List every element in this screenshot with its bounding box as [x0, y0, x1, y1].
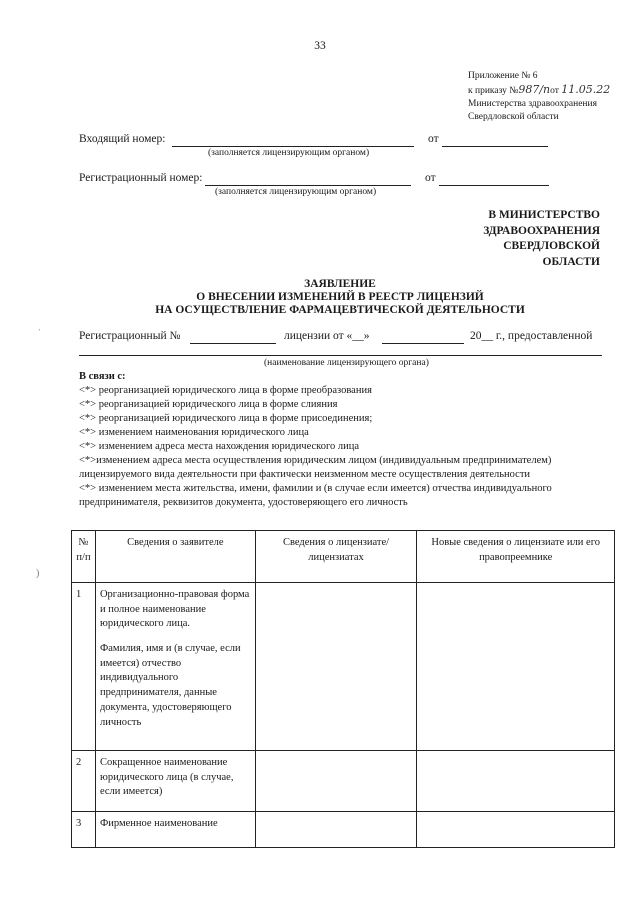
row-label: Фирменное наименование	[95, 812, 255, 848]
registration-note: (заполняется лицензирующим органом)	[215, 187, 377, 197]
scan-mark: ˈ	[38, 328, 42, 339]
registration-from-label: от	[425, 172, 436, 184]
appendix-order-prefix: к приказу №	[468, 86, 519, 96]
title-line: НА ОСУЩЕСТВЛЕНИЕ ФАРМАЦЕВТИЧЕСКОЙ ДЕЯТЕЛЬНОСТИ	[155, 304, 525, 316]
incoming-from-label: от	[428, 133, 439, 145]
addressee-line: ЗДРАВООХРАНЕНИЯ	[483, 224, 600, 237]
header-new-info: Новые сведения о лицензиате или его правопреемнике	[417, 531, 615, 583]
appendix-line4: Свердловской области	[468, 112, 559, 122]
row-label: Сокращенное наименование юридического лица (в случае, если имеется)	[95, 751, 255, 812]
reason-item: <*>изменением адреса места осуществления юридическим лицом (индивидуальным предпринимателем)	[79, 455, 552, 466]
header-licensee: Сведения о лицензиате/лицензиатах	[255, 531, 417, 583]
appendix-block	[468, 70, 610, 124]
row-number: 2	[72, 751, 96, 812]
reason-item: <*> реорганизацией юридического лица в форме преобразования	[79, 385, 372, 396]
addressee-line: ОБЛАСТИ	[542, 255, 600, 268]
registration-number-field[interactable]	[205, 185, 411, 186]
license-number-field[interactable]	[190, 343, 276, 344]
table-row	[72, 751, 615, 812]
reason-item: лицензируемого вида деятельности при фактически неизменном месте осуществления деятельности	[79, 469, 531, 480]
reasons-heading: В связи с:	[79, 371, 126, 382]
reason-item: <*> изменением адреса места нахождения юридического лица	[79, 441, 360, 452]
page-number: 33	[314, 40, 326, 52]
incoming-label: Входящий номер:	[79, 133, 166, 145]
order-number: 987/п	[518, 83, 551, 96]
reg-line-part2: лицензии от «__»	[284, 330, 370, 342]
appendix-order-from: от	[550, 86, 559, 96]
incoming-date-field[interactable]	[442, 146, 548, 147]
addressee-line: СВЕРДЛОВСКОЙ	[503, 240, 600, 252]
reg-line-part3: 20__ г., предоставленной	[470, 330, 593, 342]
registration-label: Регистрационный номер:	[79, 172, 203, 184]
header-applicant: Сведения о заявителе	[95, 531, 255, 583]
reason-item: <*> изменением места жительства, имени, фамилии и (в случае если имеется) отчества индивидуального	[79, 483, 552, 494]
new-info-cell[interactable]	[417, 751, 615, 812]
row-label	[95, 583, 255, 751]
appendix-line3: Министерства здравоохранения	[468, 99, 597, 109]
table-row	[72, 812, 615, 848]
row-label-text: Организационно-правовая форма и полное наименование юридического лица.	[99, 589, 250, 630]
reg-line-part1: Регистрационный №	[79, 330, 181, 342]
row-number: 1	[72, 583, 96, 751]
licensee-cell[interactable]	[255, 812, 417, 848]
license-date-field[interactable]	[382, 343, 464, 344]
title-line: ЗАЯВЛЕНИЕ	[304, 278, 376, 290]
reason-item: <*> реорганизацией юридического лица в форме слияния	[79, 399, 338, 410]
header-number: № п/п	[72, 531, 96, 583]
applicant-info-table	[71, 530, 615, 848]
title-line: О ВНЕСЕНИИ ИЗМЕНЕНИЙ В РЕЕСТР ЛИЦЕНЗИЙ	[196, 291, 484, 303]
reason-item: <*> реорганизацией юридического лица в форме присоединения;	[79, 413, 373, 424]
row-number: 3	[72, 812, 96, 848]
document-title	[60, 278, 620, 317]
new-info-cell[interactable]	[417, 583, 615, 751]
row-label-text: Фамилия, имя и (в случае, если имеется) отчество индивидуального предпринимателя, данные документа, удостоверяющего личность	[99, 643, 241, 728]
new-info-cell[interactable]	[417, 812, 615, 848]
reasons-block	[79, 370, 619, 510]
incoming-note: (заполняется лицензирующим органом)	[208, 148, 370, 158]
licensing-authority-note: (наименование лицензирующего органа)	[264, 358, 429, 368]
licensing-authority-field[interactable]	[79, 355, 602, 356]
table-row	[72, 583, 615, 751]
licensee-cell[interactable]	[255, 751, 417, 812]
reason-item: предпринимателя, реквизитов документа, удостоверяющего его личность	[79, 497, 408, 508]
appendix-line2	[468, 83, 610, 98]
incoming-number-field[interactable]	[172, 146, 414, 147]
addressee-block	[400, 208, 600, 270]
table-header-row	[72, 531, 615, 583]
appendix-line1: Приложение № 6	[468, 71, 538, 81]
addressee-line: В МИНИСТЕРСТВО	[488, 209, 600, 221]
order-date: 11.05.22	[561, 83, 611, 96]
scan-mark: )	[36, 568, 40, 579]
reason-item: <*> изменением наименования юридического лица	[79, 427, 309, 438]
registration-date-field[interactable]	[439, 185, 549, 186]
licensee-cell[interactable]	[255, 583, 417, 751]
